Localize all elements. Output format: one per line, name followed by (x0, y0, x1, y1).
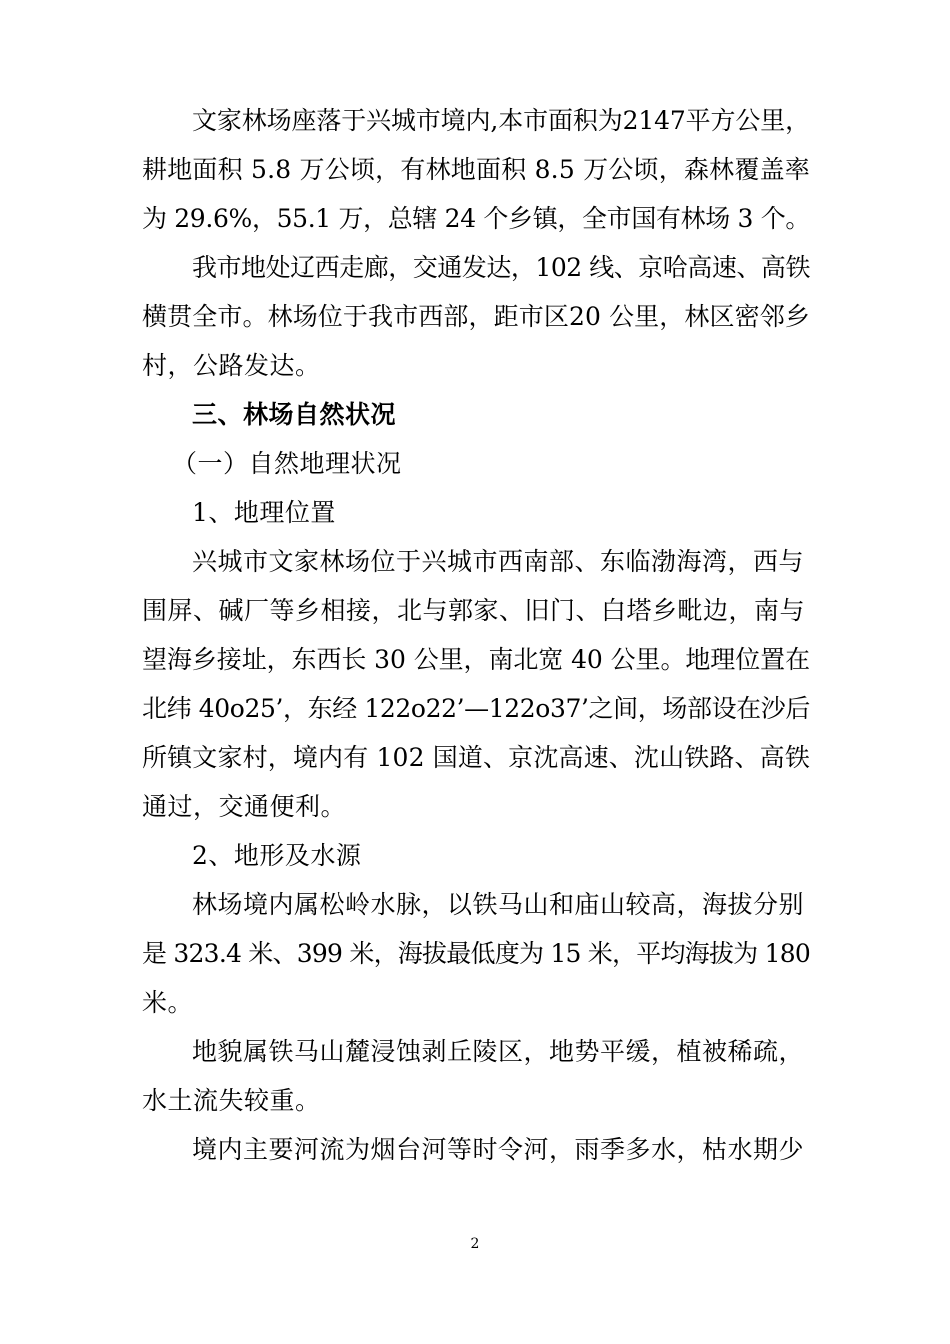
paragraph-landform (142, 1027, 810, 1125)
text-line: 通过，交通便利。 (142, 792, 347, 821)
text-line: 北纬 40o25’，东经 122o22’—122o37’之间，场部设在沙后 (142, 694, 810, 723)
text-line: 所镇文家村，境内有 102 国道、京沈高速、沈山铁路、高铁 (142, 743, 810, 772)
text-line: 水土流失较重。 (142, 1086, 321, 1115)
item2-heading (142, 831, 810, 880)
text-line: 境内主要河流为烟台河等时令河，雨季多水，枯水期少 (192, 1135, 805, 1164)
section-heading-text: 三、林场自然状况 (192, 400, 397, 429)
item1-heading (142, 488, 810, 537)
text-line: 兴城市文家林场位于兴城市西南部、东临渤海湾，西与 (192, 547, 805, 576)
text-line: 是 323.4 米、399 米，海拔最低度为 15 米，平均海拔为 180 (142, 939, 810, 968)
section-heading (142, 390, 810, 439)
paragraph-terrain-elevation (142, 880, 810, 1027)
text-line: 村，公路发达。 (142, 351, 321, 380)
subsection-heading-text: （一）自然地理状况 (172, 449, 402, 478)
text-line: 横贯全市。林场位于我市西部，距市区20 公里，林区密邻乡 (142, 302, 810, 331)
subsection-heading (142, 439, 810, 488)
page-number: 2 (470, 1236, 480, 1252)
paragraph-transportation (142, 243, 810, 390)
text-line: 围屏、碱厂等乡相接，北与郭家、旧门、白塔乡毗边，南与 (142, 596, 806, 625)
text-line: 我市地处辽西走廊，交通发达，102 线、京哈高速、高铁 (192, 253, 810, 282)
page-content (142, 96, 810, 1174)
text-line: 望海乡接址，东西长 30 公里，南北宽 40 公里。地理位置在 (142, 645, 810, 674)
text-line: 文家林场座落于兴城市境内,本市面积为2147平方公里， (192, 106, 810, 135)
text-line: 林场境内属松岭水脉，以铁马山和庙山较高，海拔分别 (192, 890, 805, 919)
item2-heading-text: 2、地形及水源 (192, 841, 362, 870)
item1-heading-text: 1、地理位置 (192, 498, 336, 527)
paragraph-rivers (142, 1125, 810, 1174)
text-line: 为 29.6%，55.1 万，总辖 24 个乡镇，全市国有林场 3 个。 (142, 204, 810, 233)
text-line: 米。 (142, 988, 194, 1017)
paragraph-forest-farm-overview (142, 96, 810, 243)
text-line: 地貌属铁马山麓浸蚀剥丘陵区，地势平缓，植被稀疏， (192, 1037, 805, 1066)
text-line: 耕地面积 5.8 万公顷，有林地面积 8.5 万公顷，森林覆盖率 (142, 155, 810, 184)
paragraph-geographic-location (142, 537, 810, 831)
